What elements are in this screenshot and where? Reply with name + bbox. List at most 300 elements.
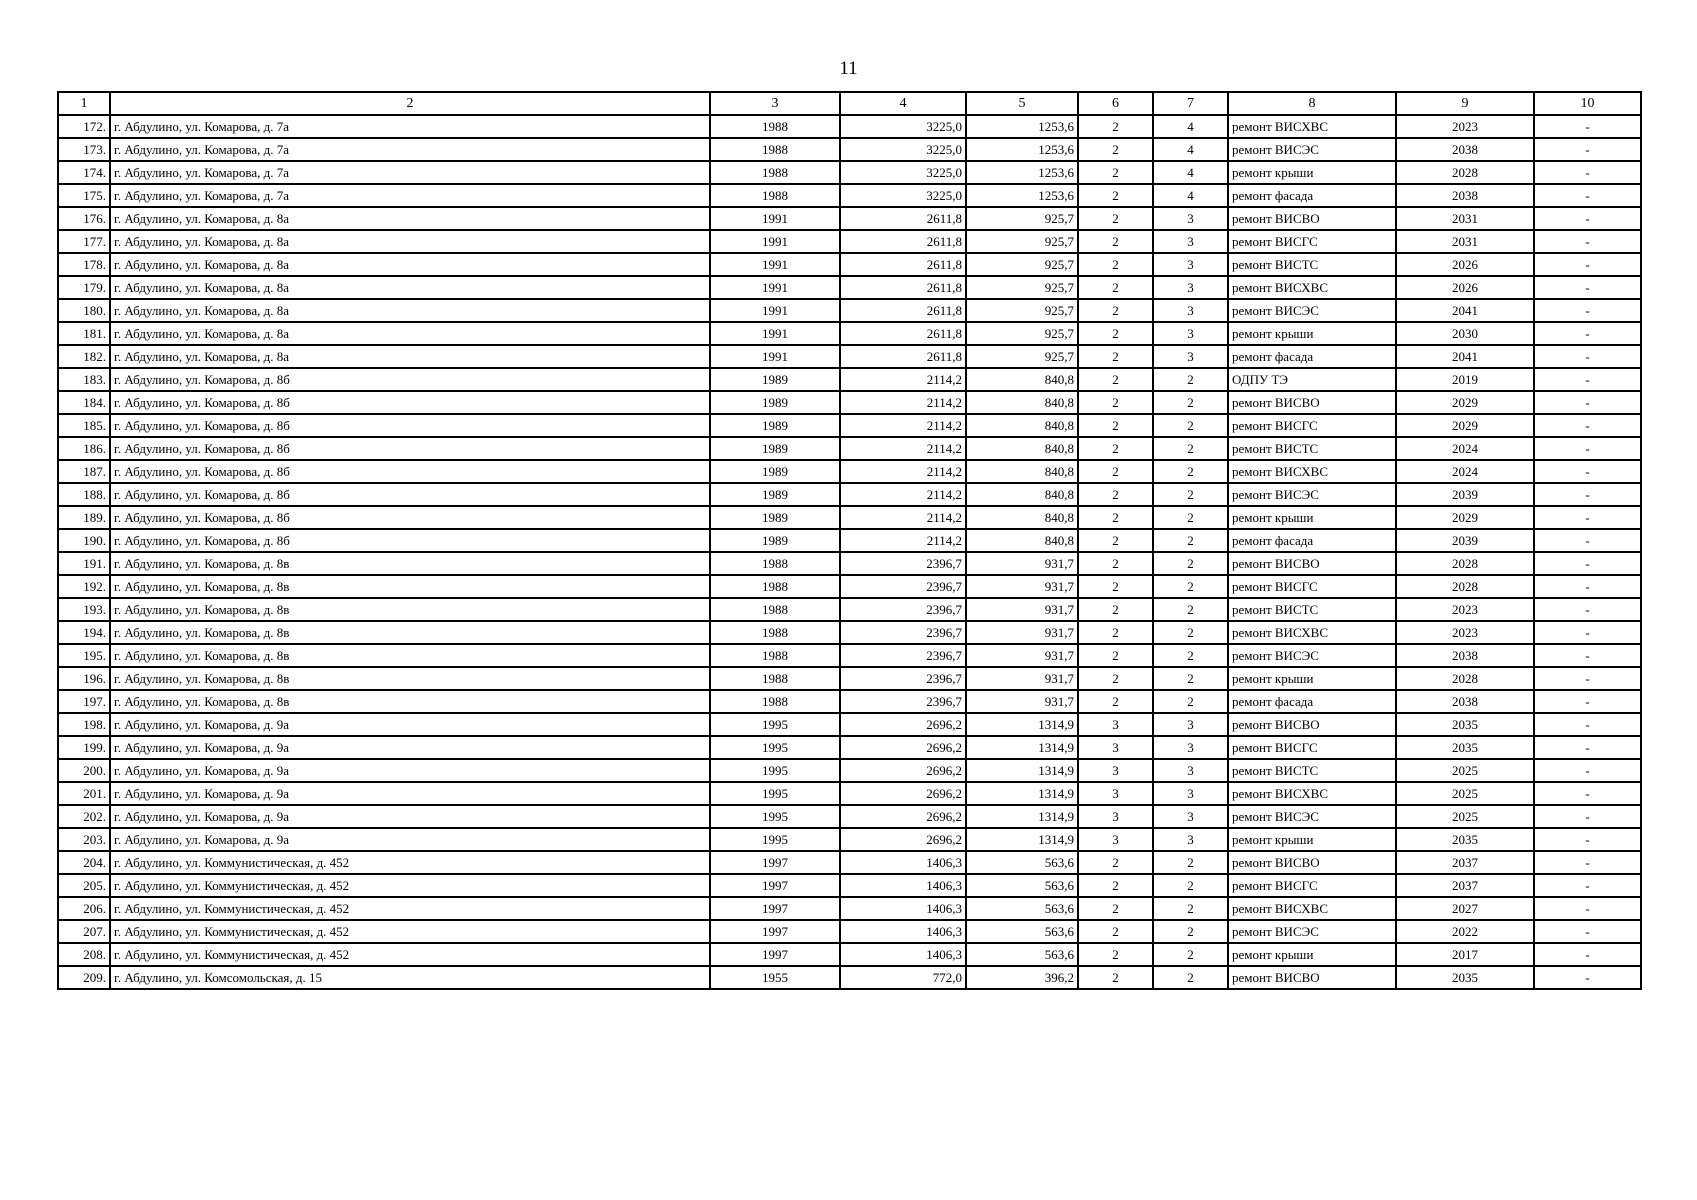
address-cell: г. Абдулино, ул. Комарова, д. 8а <box>110 322 710 345</box>
floors-cell: 3 <box>1078 828 1153 851</box>
work-type-cell: ремонт ВИСГС <box>1228 736 1396 759</box>
total-area-cell: 2696,2 <box>840 805 966 828</box>
work-type-cell: ремонт крыши <box>1228 161 1396 184</box>
note-cell: - <box>1534 276 1641 299</box>
entrances-cell: 3 <box>1153 276 1228 299</box>
note-cell: - <box>1534 161 1641 184</box>
plan-year-cell: 2035 <box>1396 736 1534 759</box>
work-type-cell: ремонт фасада <box>1228 184 1396 207</box>
address-cell: г. Абдулино, ул. Комарова, д. 9а <box>110 805 710 828</box>
address-cell: г. Абдулино, ул. Комарова, д. 8в <box>110 552 710 575</box>
living-area-cell: 840,8 <box>966 529 1078 552</box>
entrances-cell: 3 <box>1153 759 1228 782</box>
row-number-cell: 201. <box>58 782 110 805</box>
row-number-cell: 195. <box>58 644 110 667</box>
living-area-cell: 1314,9 <box>966 713 1078 736</box>
note-cell: - <box>1534 851 1641 874</box>
total-area-cell: 2114,2 <box>840 460 966 483</box>
work-type-cell: ремонт крыши <box>1228 322 1396 345</box>
table-row <box>58 667 1641 690</box>
total-area-cell: 3225,0 <box>840 184 966 207</box>
entrances-cell: 2 <box>1153 897 1228 920</box>
row-number-cell: 193. <box>58 598 110 621</box>
floors-cell: 2 <box>1078 506 1153 529</box>
plan-year-cell: 2039 <box>1396 529 1534 552</box>
table-row <box>58 575 1641 598</box>
entrances-cell: 4 <box>1153 138 1228 161</box>
entrances-cell: 2 <box>1153 874 1228 897</box>
work-type-cell: ремонт ВИСВО <box>1228 207 1396 230</box>
total-area-cell: 1406,3 <box>840 874 966 897</box>
total-area-cell: 2396,7 <box>840 644 966 667</box>
note-cell: - <box>1534 667 1641 690</box>
entrances-cell: 3 <box>1153 299 1228 322</box>
work-type-cell: ремонт ВИСВО <box>1228 713 1396 736</box>
column-header: 7 <box>1153 92 1228 115</box>
build-year-cell: 1988 <box>710 667 840 690</box>
total-area-cell: 2396,7 <box>840 621 966 644</box>
address-cell: г. Абдулино, ул. Комарова, д. 7а <box>110 161 710 184</box>
total-area-cell: 2611,8 <box>840 230 966 253</box>
floors-cell: 2 <box>1078 920 1153 943</box>
living-area-cell: 925,7 <box>966 230 1078 253</box>
note-cell: - <box>1534 460 1641 483</box>
entrances-cell: 2 <box>1153 966 1228 989</box>
total-area-cell: 2114,2 <box>840 414 966 437</box>
work-type-cell: ремонт ВИСХВС <box>1228 782 1396 805</box>
total-area-cell: 2114,2 <box>840 483 966 506</box>
address-cell: г. Абдулино, ул. Коммунистическая, д. 452 <box>110 897 710 920</box>
work-type-cell: ремонт ВИСТС <box>1228 759 1396 782</box>
living-area-cell: 563,6 <box>966 897 1078 920</box>
column-header: 5 <box>966 92 1078 115</box>
living-area-cell: 925,7 <box>966 276 1078 299</box>
entrances-cell: 2 <box>1153 391 1228 414</box>
table-row <box>58 345 1641 368</box>
living-area-cell: 1253,6 <box>966 138 1078 161</box>
floors-cell: 2 <box>1078 391 1153 414</box>
floors-cell: 2 <box>1078 851 1153 874</box>
table-row <box>58 506 1641 529</box>
work-type-cell: ремонт ВИСЭС <box>1228 138 1396 161</box>
living-area-cell: 925,7 <box>966 322 1078 345</box>
plan-year-cell: 2025 <box>1396 782 1534 805</box>
address-cell: г. Абдулино, ул. Комарова, д. 8б <box>110 529 710 552</box>
row-number-cell: 204. <box>58 851 110 874</box>
floors-cell: 2 <box>1078 138 1153 161</box>
note-cell: - <box>1534 736 1641 759</box>
total-area-cell: 1406,3 <box>840 897 966 920</box>
address-cell: г. Абдулино, ул. Комарова, д. 9а <box>110 759 710 782</box>
address-cell: г. Абдулино, ул. Коммунистическая, д. 452 <box>110 943 710 966</box>
row-number-cell: 196. <box>58 667 110 690</box>
work-type-cell: ремонт фасада <box>1228 345 1396 368</box>
work-type-cell: ремонт ВИСВО <box>1228 966 1396 989</box>
total-area-cell: 2396,7 <box>840 667 966 690</box>
address-cell: г. Абдулино, ул. Комарова, д. 8в <box>110 575 710 598</box>
note-cell: - <box>1534 552 1641 575</box>
column-header: 1 <box>58 92 110 115</box>
entrances-cell: 4 <box>1153 115 1228 138</box>
total-area-cell: 2114,2 <box>840 368 966 391</box>
entrances-cell: 2 <box>1153 368 1228 391</box>
living-area-cell: 925,7 <box>966 207 1078 230</box>
work-type-cell: ремонт ВИСТС <box>1228 598 1396 621</box>
column-header: 2 <box>110 92 710 115</box>
floors-cell: 3 <box>1078 736 1153 759</box>
row-number-cell: 198. <box>58 713 110 736</box>
entrances-cell: 2 <box>1153 851 1228 874</box>
work-type-cell: ремонт ВИСВО <box>1228 851 1396 874</box>
note-cell: - <box>1534 759 1641 782</box>
living-area-cell: 931,7 <box>966 644 1078 667</box>
row-number-cell: 205. <box>58 874 110 897</box>
row-number-cell: 185. <box>58 414 110 437</box>
floors-cell: 2 <box>1078 299 1153 322</box>
floors-cell: 2 <box>1078 483 1153 506</box>
row-number-cell: 191. <box>58 552 110 575</box>
entrances-cell: 3 <box>1153 805 1228 828</box>
build-year-cell: 1988 <box>710 138 840 161</box>
work-type-cell: ремонт ВИСГС <box>1228 575 1396 598</box>
table-row <box>58 529 1641 552</box>
entrances-cell: 3 <box>1153 253 1228 276</box>
plan-year-cell: 2024 <box>1396 460 1534 483</box>
note-cell: - <box>1534 391 1641 414</box>
table-row <box>58 230 1641 253</box>
entrances-cell: 2 <box>1153 506 1228 529</box>
entrances-cell: 2 <box>1153 621 1228 644</box>
build-year-cell: 1995 <box>710 713 840 736</box>
plan-year-cell: 2035 <box>1396 713 1534 736</box>
table-row <box>58 621 1641 644</box>
plan-year-cell: 2029 <box>1396 391 1534 414</box>
row-number-cell: 206. <box>58 897 110 920</box>
total-area-cell: 2114,2 <box>840 437 966 460</box>
note-cell: - <box>1534 299 1641 322</box>
table-row <box>58 391 1641 414</box>
row-number-cell: 182. <box>58 345 110 368</box>
column-header: 10 <box>1534 92 1641 115</box>
address-cell: г. Абдулино, ул. Комарова, д. 8в <box>110 621 710 644</box>
entrances-cell: 2 <box>1153 575 1228 598</box>
entrances-cell: 4 <box>1153 184 1228 207</box>
living-area-cell: 840,8 <box>966 368 1078 391</box>
total-area-cell: 2611,8 <box>840 322 966 345</box>
row-number-cell: 188. <box>58 483 110 506</box>
row-number-cell: 200. <box>58 759 110 782</box>
plan-year-cell: 2019 <box>1396 368 1534 391</box>
floors-cell: 2 <box>1078 690 1153 713</box>
living-area-cell: 840,8 <box>966 391 1078 414</box>
work-type-cell: ОДПУ ТЭ <box>1228 368 1396 391</box>
table-row <box>58 782 1641 805</box>
total-area-cell: 772,0 <box>840 966 966 989</box>
address-cell: г. Абдулино, ул. Комарова, д. 8в <box>110 667 710 690</box>
row-number-cell: 177. <box>58 230 110 253</box>
living-area-cell: 925,7 <box>966 345 1078 368</box>
address-cell: г. Абдулино, ул. Комарова, д. 8в <box>110 644 710 667</box>
address-cell: г. Абдулино, ул. Комарова, д. 8б <box>110 414 710 437</box>
address-cell: г. Абдулино, ул. Комарова, д. 9а <box>110 782 710 805</box>
column-header: 3 <box>710 92 840 115</box>
table-row <box>58 207 1641 230</box>
row-number-cell: 194. <box>58 621 110 644</box>
note-cell: - <box>1534 414 1641 437</box>
plan-year-cell: 2038 <box>1396 138 1534 161</box>
work-type-cell: ремонт ВИСТС <box>1228 437 1396 460</box>
column-header: 9 <box>1396 92 1534 115</box>
row-number-cell: 208. <box>58 943 110 966</box>
plan-year-cell: 2029 <box>1396 506 1534 529</box>
entrances-cell: 3 <box>1153 322 1228 345</box>
plan-year-cell: 2038 <box>1396 184 1534 207</box>
row-number-cell: 174. <box>58 161 110 184</box>
table-row <box>58 276 1641 299</box>
work-type-cell: ремонт ВИСЭС <box>1228 805 1396 828</box>
entrances-cell: 3 <box>1153 713 1228 736</box>
plan-year-cell: 2023 <box>1396 598 1534 621</box>
note-cell: - <box>1534 253 1641 276</box>
floors-cell: 2 <box>1078 276 1153 299</box>
floors-cell: 2 <box>1078 460 1153 483</box>
table-body <box>58 115 1641 989</box>
entrances-cell: 2 <box>1153 920 1228 943</box>
build-year-cell: 1991 <box>710 299 840 322</box>
plan-year-cell: 2031 <box>1396 207 1534 230</box>
build-year-cell: 1995 <box>710 828 840 851</box>
plan-year-cell: 2027 <box>1396 897 1534 920</box>
living-area-cell: 563,6 <box>966 943 1078 966</box>
table-row <box>58 253 1641 276</box>
floors-cell: 2 <box>1078 552 1153 575</box>
note-cell: - <box>1534 943 1641 966</box>
table-row <box>58 414 1641 437</box>
floors-cell: 2 <box>1078 667 1153 690</box>
build-year-cell: 1989 <box>710 483 840 506</box>
table-row <box>58 805 1641 828</box>
build-year-cell: 1988 <box>710 552 840 575</box>
floors-cell: 2 <box>1078 897 1153 920</box>
row-number-cell: 179. <box>58 276 110 299</box>
living-area-cell: 840,8 <box>966 437 1078 460</box>
table-row <box>58 115 1641 138</box>
entrances-cell: 2 <box>1153 483 1228 506</box>
address-cell: г. Абдулино, ул. Комарова, д. 8а <box>110 253 710 276</box>
floors-cell: 2 <box>1078 368 1153 391</box>
living-area-cell: 396,2 <box>966 966 1078 989</box>
work-type-cell: ремонт ВИСВО <box>1228 552 1396 575</box>
housing-repair-table <box>57 91 1642 990</box>
build-year-cell: 1995 <box>710 782 840 805</box>
row-number-cell: 175. <box>58 184 110 207</box>
build-year-cell: 1988 <box>710 115 840 138</box>
entrances-cell: 3 <box>1153 207 1228 230</box>
note-cell: - <box>1534 115 1641 138</box>
plan-year-cell: 2037 <box>1396 851 1534 874</box>
living-area-cell: 1314,9 <box>966 736 1078 759</box>
work-type-cell: ремонт ВИСХВС <box>1228 276 1396 299</box>
build-year-cell: 1997 <box>710 874 840 897</box>
total-area-cell: 2696,2 <box>840 759 966 782</box>
work-type-cell: ремонт ВИСТС <box>1228 253 1396 276</box>
living-area-cell: 931,7 <box>966 667 1078 690</box>
table-row <box>58 299 1641 322</box>
address-cell: г. Абдулино, ул. Комарова, д. 8б <box>110 368 710 391</box>
table-row <box>58 851 1641 874</box>
note-cell: - <box>1534 506 1641 529</box>
living-area-cell: 925,7 <box>966 299 1078 322</box>
work-type-cell: ремонт ВИСЭС <box>1228 483 1396 506</box>
note-cell: - <box>1534 782 1641 805</box>
address-cell: г. Абдулино, ул. Комарова, д. 7а <box>110 138 710 161</box>
build-year-cell: 1995 <box>710 805 840 828</box>
entrances-cell: 2 <box>1153 667 1228 690</box>
table-row <box>58 437 1641 460</box>
work-type-cell: ремонт ВИСГС <box>1228 230 1396 253</box>
work-type-cell: ремонт фасада <box>1228 529 1396 552</box>
build-year-cell: 1991 <box>710 276 840 299</box>
total-area-cell: 2396,7 <box>840 552 966 575</box>
note-cell: - <box>1534 575 1641 598</box>
plan-year-cell: 2039 <box>1396 483 1534 506</box>
row-number-cell: 183. <box>58 368 110 391</box>
total-area-cell: 2114,2 <box>840 529 966 552</box>
floors-cell: 3 <box>1078 713 1153 736</box>
floors-cell: 2 <box>1078 322 1153 345</box>
build-year-cell: 1988 <box>710 644 840 667</box>
table-row <box>58 322 1641 345</box>
living-area-cell: 563,6 <box>966 874 1078 897</box>
build-year-cell: 1989 <box>710 506 840 529</box>
build-year-cell: 1988 <box>710 161 840 184</box>
row-number-cell: 176. <box>58 207 110 230</box>
work-type-cell: ремонт ВИСХВС <box>1228 460 1396 483</box>
table-row <box>58 161 1641 184</box>
total-area-cell: 3225,0 <box>840 115 966 138</box>
row-number-cell: 199. <box>58 736 110 759</box>
table-row <box>58 690 1641 713</box>
living-area-cell: 1314,9 <box>966 782 1078 805</box>
table-row <box>58 644 1641 667</box>
living-area-cell: 931,7 <box>966 598 1078 621</box>
living-area-cell: 1253,6 <box>966 115 1078 138</box>
note-cell: - <box>1534 230 1641 253</box>
floors-cell: 2 <box>1078 644 1153 667</box>
plan-year-cell: 2024 <box>1396 437 1534 460</box>
note-cell: - <box>1534 621 1641 644</box>
work-type-cell: ремонт ВИСХВС <box>1228 897 1396 920</box>
floors-cell: 2 <box>1078 414 1153 437</box>
column-header: 6 <box>1078 92 1153 115</box>
total-area-cell: 2396,7 <box>840 598 966 621</box>
address-cell: г. Абдулино, ул. Комарова, д. 7а <box>110 115 710 138</box>
note-cell: - <box>1534 828 1641 851</box>
floors-cell: 3 <box>1078 805 1153 828</box>
address-cell: г. Абдулино, ул. Комарова, д. 8б <box>110 437 710 460</box>
address-cell: г. Абдулино, ул. Комсомольская, д. 15 <box>110 966 710 989</box>
build-year-cell: 1988 <box>710 575 840 598</box>
total-area-cell: 1406,3 <box>840 943 966 966</box>
living-area-cell: 1314,9 <box>966 828 1078 851</box>
table-row <box>58 184 1641 207</box>
table-row <box>58 920 1641 943</box>
living-area-cell: 563,6 <box>966 920 1078 943</box>
column-header: 4 <box>840 92 966 115</box>
address-cell: г. Абдулино, ул. Комарова, д. 8в <box>110 598 710 621</box>
work-type-cell: ремонт ВИСЭС <box>1228 644 1396 667</box>
total-area-cell: 3225,0 <box>840 161 966 184</box>
row-number-cell: 203. <box>58 828 110 851</box>
total-area-cell: 2114,2 <box>840 506 966 529</box>
note-cell: - <box>1534 207 1641 230</box>
note-cell: - <box>1534 966 1641 989</box>
living-area-cell: 1314,9 <box>966 805 1078 828</box>
floors-cell: 2 <box>1078 621 1153 644</box>
plan-year-cell: 2038 <box>1396 644 1534 667</box>
floors-cell: 2 <box>1078 437 1153 460</box>
entrances-cell: 2 <box>1153 460 1228 483</box>
row-number-cell: 189. <box>58 506 110 529</box>
build-year-cell: 1989 <box>710 391 840 414</box>
row-number-cell: 192. <box>58 575 110 598</box>
living-area-cell: 840,8 <box>966 460 1078 483</box>
plan-year-cell: 2017 <box>1396 943 1534 966</box>
plan-year-cell: 2035 <box>1396 966 1534 989</box>
work-type-cell: ремонт ВИСХВС <box>1228 621 1396 644</box>
entrances-cell: 2 <box>1153 437 1228 460</box>
floors-cell: 2 <box>1078 598 1153 621</box>
entrances-cell: 2 <box>1153 598 1228 621</box>
floors-cell: 2 <box>1078 966 1153 989</box>
plan-year-cell: 2022 <box>1396 920 1534 943</box>
note-cell: - <box>1534 368 1641 391</box>
plan-year-cell: 2028 <box>1396 667 1534 690</box>
living-area-cell: 1253,6 <box>966 184 1078 207</box>
build-year-cell: 1989 <box>710 529 840 552</box>
address-cell: г. Абдулино, ул. Коммунистическая, д. 452 <box>110 874 710 897</box>
entrances-cell: 2 <box>1153 943 1228 966</box>
table-row <box>58 552 1641 575</box>
build-year-cell: 1991 <box>710 230 840 253</box>
entrances-cell: 3 <box>1153 230 1228 253</box>
build-year-cell: 1991 <box>710 322 840 345</box>
work-type-cell: ремонт ВИСВО <box>1228 391 1396 414</box>
entrances-cell: 4 <box>1153 161 1228 184</box>
work-type-cell: ремонт фасада <box>1228 690 1396 713</box>
row-number-cell: 197. <box>58 690 110 713</box>
total-area-cell: 1406,3 <box>840 920 966 943</box>
floors-cell: 2 <box>1078 575 1153 598</box>
table-row <box>58 759 1641 782</box>
floors-cell: 2 <box>1078 345 1153 368</box>
table-row <box>58 483 1641 506</box>
build-year-cell: 1991 <box>710 207 840 230</box>
work-type-cell: ремонт ВИСГС <box>1228 414 1396 437</box>
column-header: 8 <box>1228 92 1396 115</box>
address-cell: г. Абдулино, ул. Комарова, д. 8а <box>110 299 710 322</box>
row-number-cell: 209. <box>58 966 110 989</box>
living-area-cell: 840,8 <box>966 506 1078 529</box>
build-year-cell: 1989 <box>710 460 840 483</box>
work-type-cell: ремонт крыши <box>1228 667 1396 690</box>
table-row <box>58 138 1641 161</box>
note-cell: - <box>1534 322 1641 345</box>
plan-year-cell: 2023 <box>1396 115 1534 138</box>
floors-cell: 2 <box>1078 253 1153 276</box>
living-area-cell: 931,7 <box>966 621 1078 644</box>
note-cell: - <box>1534 805 1641 828</box>
